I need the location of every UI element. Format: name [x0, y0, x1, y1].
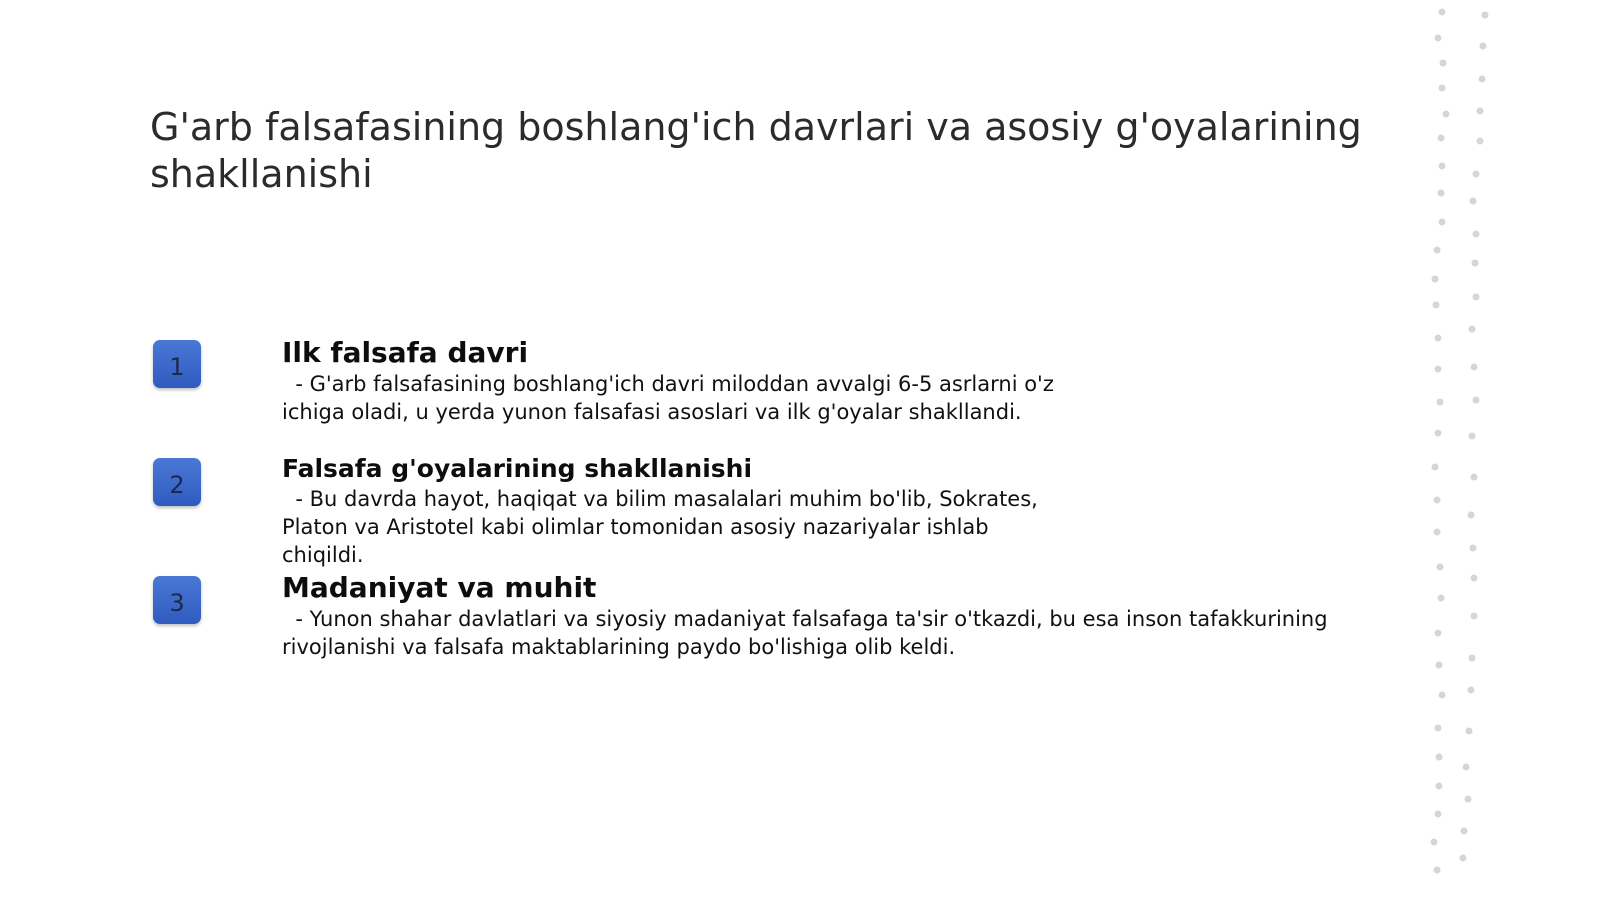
decorative-dots — [1428, 0, 1498, 899]
list-item-1 — [282, 336, 1082, 426]
list-item-2 — [282, 453, 1072, 569]
item-body-3: - Yunon shahar davlatlari va siyosiy madaniyat falsafaga ta'sir o'tkazdi, bu esa inson tafakkurining rivojlanishi va falsafa maktablarining paydo bo'lishiga olib keldi. — [282, 607, 1335, 659]
item-body-1: - G'arb falsafasining boshlang'ich davri miloddan avvalgi 6-5 asrlarni o'z ichiga oladi, u yerda yunon falsafasi asoslari va ilk g'oyalar shakllandi. — [282, 372, 1061, 424]
item-body-2: - Bu davrda hayot, haqiqat va bilim masalalari muhim bo'lib, Sokrates, Platon va Aristotel kabi olimlar tomonidan asosiy nazariyalar ishlab chiqildi. — [282, 487, 1045, 567]
item-heading-3: Madaniyat va muhit — [282, 571, 597, 604]
item-number-badge-2: 2 — [153, 458, 201, 506]
item-heading-1: Ilk falsafa davri — [282, 336, 529, 369]
item-number-badge-3: 3 — [153, 576, 201, 624]
item-heading-2: Falsafa g'oyalarining shakllanishi — [282, 454, 753, 483]
list-item-3 — [282, 571, 1372, 661]
item-number-badge-1: 1 — [153, 340, 201, 388]
slide-title: G'arb falsafasining boshlang'ich davrlari va asosiy g'oyalarining shakllanishi — [150, 105, 1362, 196]
